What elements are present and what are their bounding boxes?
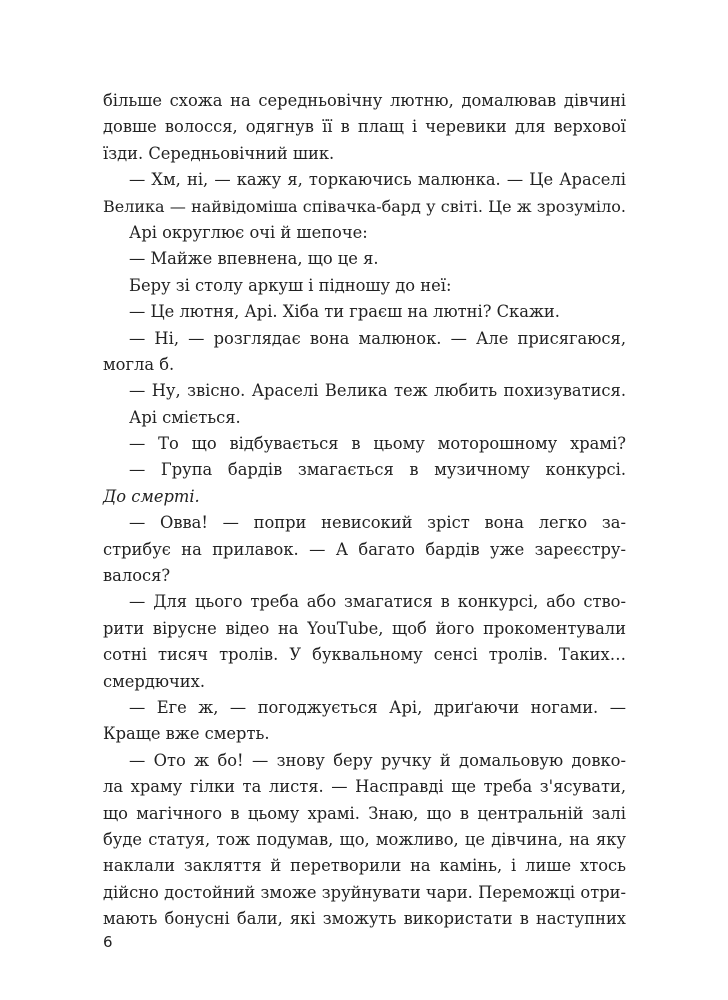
text-line: — Ну, звісно. Араселі Велика теж любить похизуватися.	[129, 381, 626, 401]
text-line: Велика — найвідоміша співачка-бард у світі. Це ж зрозуміло.	[103, 196, 626, 216]
text-line: — Для цього треба або змагатися в конкурсі, або ство-	[129, 592, 626, 612]
text-line: Краще вже смерть.	[103, 724, 270, 744]
text-line: валося?	[103, 566, 171, 586]
text-line: — Ні, — розглядає вона малюнок. — Але присягаюся,	[129, 328, 626, 348]
text-line: мають бонусні бали, які зможуть використати в наступних	[103, 909, 626, 929]
text-line: — Овва! — попри невисокий зріст вона легко за-	[129, 513, 626, 533]
text-line: дійсно достойний зможе зруйнувати чари. Переможці отри-	[103, 882, 626, 902]
body-text	[103, 88, 626, 933]
text-line: Беру зі столу аркуш і підношу до неї:	[129, 275, 452, 295]
text-line: їзди. Середньовічний шик.	[103, 143, 335, 163]
text-line: — Майже впевнена, що це я.	[129, 249, 379, 269]
text-line: — Група бардів змагається в музичному конкурсі.	[129, 460, 626, 480]
text-line: буде статуя, тож подумав, що, можливо, це дівчина, на яку	[103, 829, 626, 849]
text-line: Арі сміється.	[129, 407, 241, 427]
text-line: смердючих.	[103, 671, 206, 691]
text-line: — Хм, ні, — кажу я, торкаючись малюнка. — Це Араселі	[129, 170, 626, 190]
text-line: стрибує на прилавок. — А багато бардів уже зареєстру-	[103, 539, 626, 559]
text-line: наклали закляття й перетворили на камінь, і лише хтось	[103, 856, 626, 876]
text-line: рити вірусне відео на YouTube, щоб його прокоментували	[103, 618, 626, 638]
text-line: довше волосся, одягнув її в плащ і черевики для верхової	[103, 117, 626, 137]
text-line: що магічного в цьому храмі. Знаю, що в центральній залі	[103, 803, 626, 823]
page-number: 6	[103, 933, 113, 951]
text-line: — Це лютня, Арі. Хіба ти граєш на лютні? Скажи.	[129, 302, 560, 322]
text-line: Арі округлює очі й шепоче:	[129, 222, 368, 242]
text-line: могла б.	[103, 354, 175, 374]
text-line: ла храму гілки та листя. — Насправді ще треба з'ясувати,	[103, 777, 626, 797]
text-line: більше схожа на середньовічну лютню, домалював дівчині	[103, 91, 626, 110]
text-line: До смерті.	[103, 486, 200, 506]
text-line: сотні тисяч тролів. У буквальному сенсі тролів. Таких…	[103, 645, 626, 665]
text-line: — Ото ж бо! — знову беру ручку й домальовую довко-	[129, 750, 626, 770]
text-line: — То що відбувається в цьому моторошному храмі?	[129, 434, 626, 454]
text-line: — Еге ж, — погоджується Арі, дриґаючи ногами. —	[129, 697, 626, 717]
